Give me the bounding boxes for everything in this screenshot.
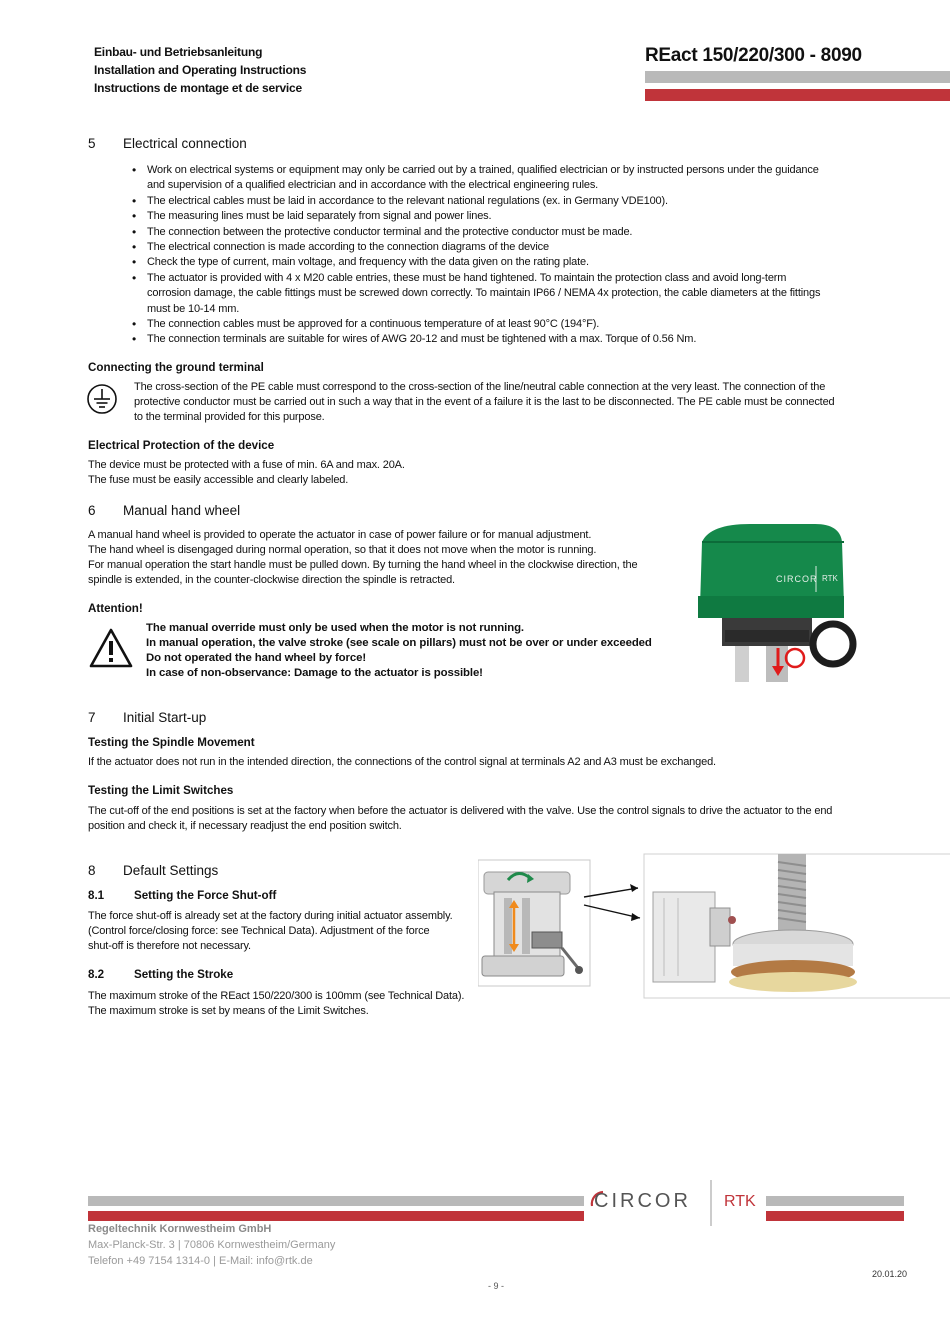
warning-block <box>146 621 652 681</box>
protection-text-2: The fuse must be easily accessible and clearly labeled. <box>88 474 349 486</box>
spindle-text: If the actuator does not run in the intended direction, the connections of the control signal at terminals A2 and A3 must be exchanged. <box>88 756 716 768</box>
section-7-heading <box>88 710 206 725</box>
section-title: Manual hand wheel <box>123 503 241 518</box>
document-header <box>0 0 950 110</box>
list-item: • Check the type of current, main voltage, and frequency with the data given on the rating plate. <box>130 255 832 270</box>
footer-band-red-left <box>88 1211 584 1221</box>
subsection-8-1-heading <box>88 889 276 902</box>
footer-address: Max-Planck-Str. 3 | 70806 Kornwestheim/Germany <box>88 1239 336 1251</box>
footer-brand: CIRCOR <box>594 1190 691 1212</box>
footer-band-grey-left <box>88 1196 584 1206</box>
warning-line: In case of non-observance: Damage to the actuator is possible! <box>146 667 483 679</box>
circor-logo-icon <box>588 1180 763 1226</box>
electrical-rules-list <box>130 163 832 348</box>
footer-band-grey-right <box>766 1196 904 1206</box>
footer-band-red-right <box>766 1211 904 1221</box>
protection-text-1: The device must be protected with a fuse of min. 6A and max. 20A. <box>88 459 405 471</box>
attention-heading: Attention! <box>88 602 143 615</box>
actuator-brand-label: CIRCOR <box>776 574 818 584</box>
header-title-en: Installation and Operating Instructions <box>94 63 307 77</box>
product-title: REact 150/220/300 - 8090 <box>645 45 862 66</box>
section-number: 6 <box>88 503 96 518</box>
list-item: • The electrical cables must be laid in accordance to the relevant national regulations (ex. in Germany VDE100). <box>130 194 832 209</box>
section-title: Default Settings <box>123 863 219 878</box>
list-item: • The connection terminals are suitable for wires of AWG 20-12 and must be tightened with a max. Torque of 0.56 Nm. <box>130 332 832 347</box>
handwheel-text-3: For manual operation the start handle must be pulled down. By turning the hand wheel in the clockwise direction, the spindle is extended, in the counter-clockwise direction the spindle is retracted. <box>88 559 638 586</box>
stroke-text-1: The maximum stroke of the REact 150/220/300 is 100mm (see Technical Data). <box>88 990 465 1002</box>
subsection-title: Setting the Stroke <box>134 968 234 981</box>
page-number: - 9 - <box>488 1281 505 1291</box>
limit-switch-images <box>478 852 950 1002</box>
handwheel-text-2: The hand wheel is disengaged during normal operation, so that it does not move when the motor is running. <box>88 544 597 556</box>
header-title-fr: Instructions de montage et de service <box>94 81 302 95</box>
spindle-heading: Testing the Spindle Movement <box>88 736 255 749</box>
list-item: • Work on electrical systems or equipment may only be carried out by a trained, qualified electrician or by instructed persons under the guidance and supervision of a qualified electrician and in accordance with the electrical engineering rules. <box>130 163 832 194</box>
section-number: 5 <box>88 136 96 151</box>
ground-terminal-icon <box>86 383 118 420</box>
stroke-text-2: The maximum stroke is set by means of the Limit Switches. <box>88 1005 369 1017</box>
actuator-image <box>690 520 860 682</box>
subsection-number: 8.2 <box>88 968 105 981</box>
footer-brand-rtk: RTK <box>724 1193 756 1210</box>
list-item: • The actuator is provided with 4 x M20 cable entries, these must be hand tightened. To maintain the protection class and avoid long-term corrosion damage, the cable fittings must be screwed down correctly. To maintain IP66 / NEMA 4x protection, the cable diameters at the fittings must be 10-14 mm. <box>130 271 832 317</box>
section-title: Initial Start-up <box>123 710 207 725</box>
warning-line: Do not operated the hand wheel by force! <box>146 652 367 664</box>
header-band-red <box>645 89 950 101</box>
warning-line: The manual override must only be used when the motor is not running. <box>146 622 524 634</box>
warning-line: In manual operation, the valve stroke (see scale on pillars) must not be over or under exceeded <box>146 637 652 649</box>
ground-terminal-heading: Connecting the ground terminal <box>88 361 264 374</box>
section-number: 7 <box>88 710 96 725</box>
ground-terminal-text: The cross-section of the PE cable must correspond to the cross-section of the line/neutral cable connection at the very least. The connection of the protective conductor must be carried out in such a way that in the event of a failure it is the last to be disconnected. The PE cable must be connected to the terminal provided for this purpose. <box>134 381 835 423</box>
subsection-number: 8.1 <box>88 889 105 902</box>
section-title: Electrical connection <box>123 136 247 151</box>
list-item: • The electrical connection is made according to the connection diagrams of the device <box>130 240 832 255</box>
footer-company: Regeltechnik Kornwestheim GmbH <box>88 1223 272 1235</box>
section-6-heading <box>88 503 240 518</box>
footer-contact: Telefon +49 7154 1314-0 | E-Mail: info@rtk.de <box>88 1255 313 1267</box>
warning-icon <box>88 627 134 674</box>
subsection-title: Setting the Force Shut-off <box>134 889 277 902</box>
force-shutoff-text: The force shut-off is already set at the factory during initial actuator assembly. (Control force/closing force: see Technical Data). Adjustment of the force shut-off is therefore not necessary. <box>88 910 453 952</box>
section-5-heading <box>88 136 247 151</box>
footer-address-block <box>88 1221 335 1269</box>
section-8-heading <box>88 863 218 878</box>
list-item: • The connection cables must be approved for a continuous temperature of at least 90°C (194°F). <box>130 317 832 332</box>
subsection-8-2-heading <box>88 968 233 981</box>
limit-switch-heading: Testing the Limit Switches <box>88 784 234 797</box>
limit-switch-text: The cut-off of the end positions is set at the factory when before the actuator is delivered with the valve. Use the control signals to drive the actuator to the end position and check it, if necessary readjust the end position switch. <box>88 805 833 832</box>
list-item: • The connection between the protective conductor terminal and the protective conductor must be made. <box>130 225 832 240</box>
electrical-protection-heading: Electrical Protection of the device <box>88 439 275 452</box>
date-code: 20.01.20 <box>872 1269 908 1279</box>
list-item: • The measuring lines must be laid separately from signal and power lines. <box>130 209 832 224</box>
actuator-rtk-label: RTK <box>822 574 838 583</box>
header-title-de: Einbau- und Betriebsanleitung <box>94 45 263 59</box>
section-number: 8 <box>88 863 96 878</box>
header-band-grey <box>645 71 950 83</box>
handwheel-text-1: A manual hand wheel is provided to operate the actuator in case of power failure or for manual adjustment. <box>88 529 592 541</box>
